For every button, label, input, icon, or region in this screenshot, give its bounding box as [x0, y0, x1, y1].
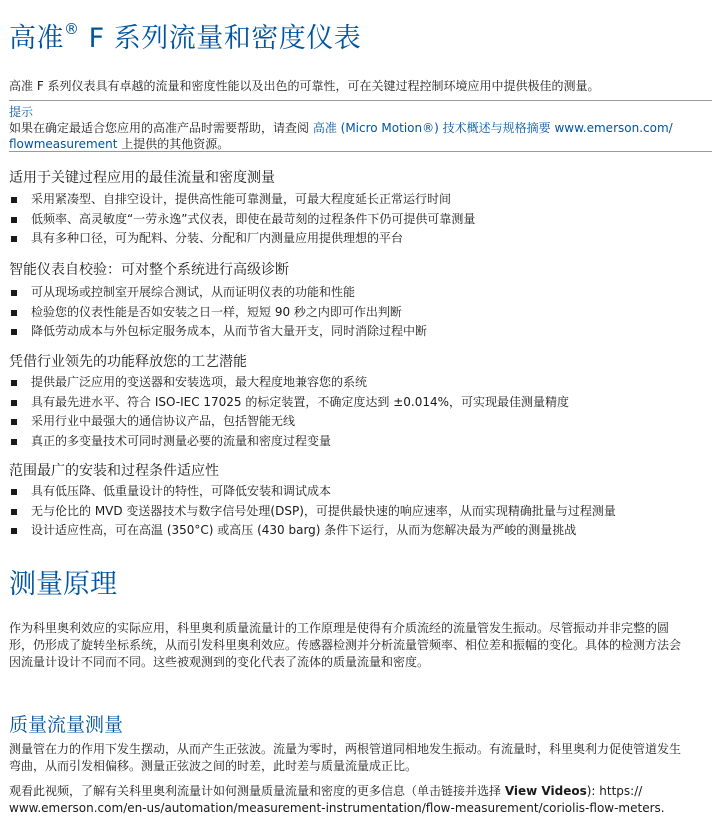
mass-flow-line: 测量管在力的作用下发生摆动，从而产生正弦波。流量为零时，两根管道同相地发生振动。有流量时，科里奥利力促使管道发生 — [9, 742, 682, 756]
title-text: F 系列流量和密度仪表 — [79, 23, 362, 54]
mass-flow-line: 弯曲，从而引发相偏移。测量正弦波之间的时差，此时差与质量流量成正比。 — [9, 759, 418, 773]
list-item: 低频率、高灵敏度“一劳永逸”式仪表，即使在最苛刻的过程条件下仍可提供可靠测量 — [9, 210, 712, 230]
list-item: 可从现场或控制室开展综合测试，从而证明仪表的功能和性能 — [9, 283, 712, 303]
list-item: 设计适应性高，可在高温 (350°C) 或高压 (430 barg) 条件下运行，从而为您解决最为严峻的测量挑战 — [9, 521, 712, 541]
tip-text-start: 如果在确定最适合您应用的高准产品时需要帮助，请查阅 — [9, 121, 313, 135]
list-item: 采用紧凑型、自排空设计，提供高性能可靠测量，可最大程度延长正常运行时间 — [9, 190, 712, 210]
mass-flow-heading: 质量流量测量 — [9, 714, 124, 736]
emerson-link-part1[interactable]: www.emerson.com/ — [554, 121, 673, 135]
video-text: 观看此视频，了解有关科里奥利流量计如何测量质量流量和密度的更多信息（单击链接并选择 — [9, 784, 505, 798]
tip-text-end: 上提供的其他资源。 — [117, 137, 230, 151]
view-videos-label: View Videos — [504, 784, 587, 798]
bullet-list-process-potential — [9, 373, 712, 451]
principle-line: 作为科里奥利效应的实际应用，科里奥利质量流量计的工作原理是使得有介质流经的流量管发生振动。尽管振动并非完整的圆 — [9, 621, 670, 635]
bullet-list-best-measurement — [9, 190, 712, 249]
principle-heading: 测量原理 — [9, 569, 117, 600]
list-item: 具有低压降、低重量设计的特性，可降低安装和调试成本 — [9, 482, 712, 502]
section-title-smart-verification: 智能仪表自校验：可对整个系统进行高级诊断 — [9, 262, 289, 278]
bullet-list-smart-verification — [9, 283, 712, 342]
section-title-installation: 范围最广的安装和过程条件适应性 — [9, 463, 219, 479]
tip-label: 提示 — [9, 105, 34, 119]
title-brand: 高准 — [9, 23, 64, 54]
list-item: 无与伦比的 MVD 变送器技术与数字信号处理(DSP)，可提供最快速的响应速率，从而实现精确批量与过程测量 — [9, 502, 712, 522]
list-item: 检验您的仪表性能是否如安装之日一样，短短 90 秒之内即可作出判断 — [9, 303, 712, 323]
tech-overview-link[interactable]: 高准 (Micro Motion®) 技术概述与规格摘要 — [312, 121, 551, 135]
video-url-start[interactable]: ): https:// — [586, 784, 643, 798]
list-item: 真正的多变量技术可同时测量必要的流量和密度过程变量 — [9, 432, 712, 452]
list-item: 提供最广泛应用的变送器和安装选项，最大程度地兼容您的系统 — [9, 373, 712, 393]
bullet-list-installation — [9, 482, 712, 541]
list-item: 具有最先进水平、符合 ISO-IEC 17025 的标定装置，不确定度达到 ±0.014%，可实现最佳测量精度 — [9, 393, 712, 413]
page-title — [9, 16, 361, 55]
list-item: 具有多种口径，可为配料、分装、分配和厂内测量应用提供理想的平台 — [9, 229, 712, 249]
tip-box — [9, 100, 712, 152]
section-title-process-potential: 凭借行业领先的功能释放您的工艺潜能 — [9, 354, 247, 370]
principle-paragraph — [9, 620, 713, 671]
registered-mark: ® — [64, 20, 80, 38]
coriolis-video-link[interactable]: www.emerson.com/en-us/automation/measurement-instrumentation/flow-measurement/coriolis-flow-meters. — [9, 801, 665, 815]
video-line — [9, 783, 713, 800]
intro-paragraph: 高准 F 系列仪表具有卓越的流量和密度性能以及出色的可靠性，可在关键过程控制环境应用中提供极佳的测量。 — [9, 79, 600, 93]
tip-text — [9, 120, 709, 152]
video-paragraph — [9, 783, 713, 817]
list-item: 采用行业中最强大的通信协议产品，包括智能无线 — [9, 412, 712, 432]
principle-line: 因流量计设计不同而不同。这些被观测到的变化代表了流体的质量流量和密度。 — [9, 655, 430, 669]
list-item: 降低劳动成本与外包标定服务成本，从而节省大量开支，同时消除过程中断 — [9, 322, 712, 342]
emerson-link-part2[interactable]: flowmeasurement — [9, 137, 118, 151]
mass-flow-paragraph — [9, 741, 713, 775]
principle-line: 形，仍形成了旋转坐标系统，从而引发科里奥利效应。传感器检测并分析流量管频率、相位差和振幅的变化。具体的检测方法会 — [9, 638, 682, 652]
section-title-best-measurement: 适用于关键过程应用的最佳流量和密度测量 — [9, 170, 275, 186]
